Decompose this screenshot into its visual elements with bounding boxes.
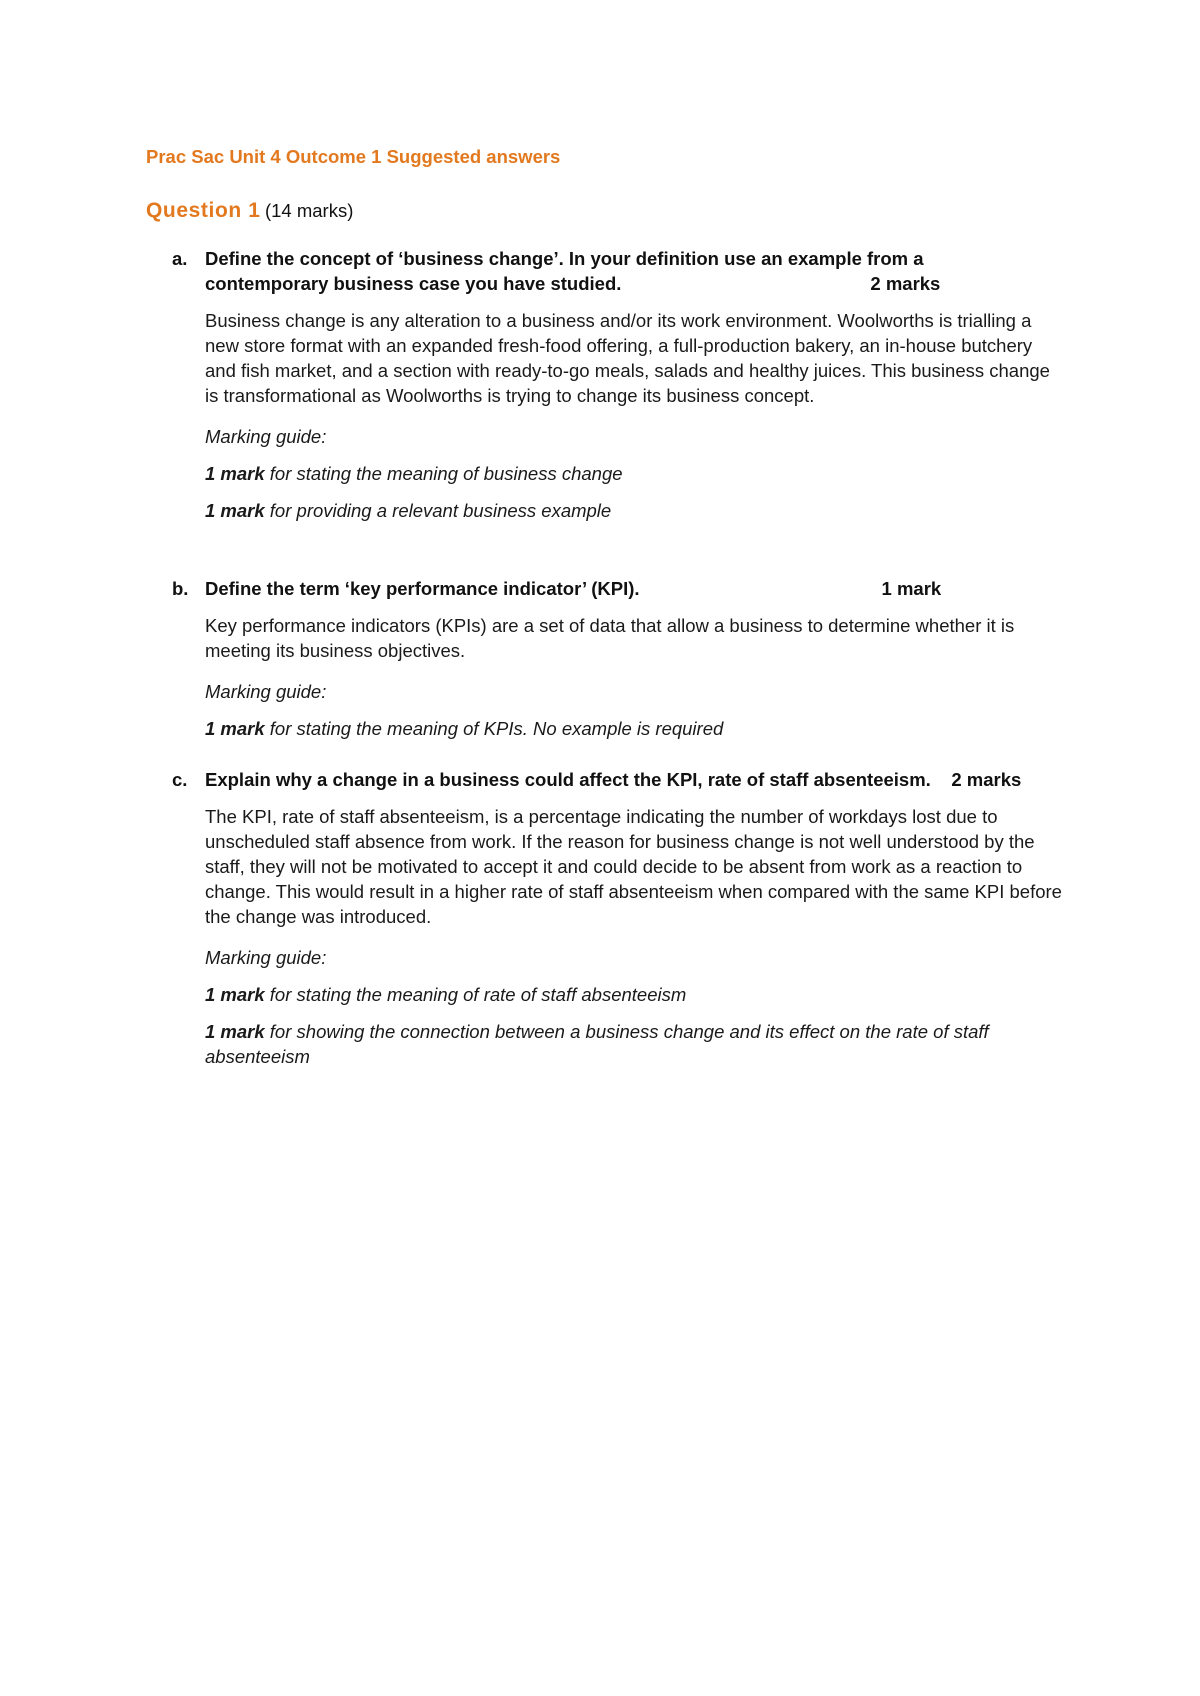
question-heading (146, 198, 353, 226)
part-question-line: Explain why a change in a business could affect the KPI, rate of staff absenteeism. (205, 769, 931, 790)
marking-guide-item: 1 mark for stating the meaning of KPIs. No example is required (205, 718, 724, 739)
marking-guide-item: 1 mark for providing a relevant business example (205, 500, 612, 521)
answer-text: Key performance indicators (KPIs) are a set of data that allow a business to determine whether it is meeting its business objectives. (205, 615, 1015, 661)
marking-guide-title: Marking guide: (205, 947, 327, 968)
marking-guide-title: Marking guide: (205, 426, 327, 447)
part-letter: b. (172, 578, 189, 599)
document-title: Prac Sac Unit 4 Outcome 1 Suggested answers (146, 146, 561, 167)
part-body (205, 246, 1062, 523)
part-body (205, 767, 1062, 1069)
marking-guide-item: 1 mark for stating the meaning of rate of staff absenteeism (205, 984, 687, 1005)
part-letter: a. (172, 248, 188, 269)
marking-guide-item: 1 mark for stating the meaning of business change (205, 463, 623, 484)
question-label: Question 1 (146, 199, 261, 222)
part-question-line: contemporary business case you have studied. (205, 273, 622, 294)
part-marks: 2 marks (870, 273, 941, 294)
part-marks: 2 marks (951, 769, 1022, 790)
part-marks: 1 mark (881, 578, 942, 599)
part-question-line: Define the concept of ‘business change’. In your definition use an example from a (205, 248, 924, 269)
answer-text: The KPI, rate of staff absenteeism, is a percentage indicating the number of workdays lost due to unscheduled staff absence from work. If the reason for business change is not well understood by the staff, they will not be motivated to accept it and could decide to be absent from work as a reaction to change. This would result in a higher rate of staff absenteeism when compared with the same KPI before the change was introduced. (205, 806, 1062, 927)
question-total-marks: (14 marks) (264, 200, 354, 221)
part-question (205, 576, 1062, 601)
part-question (205, 246, 1062, 296)
part-body (205, 576, 1062, 741)
part-question (205, 767, 1062, 792)
answer-text: Business change is any alteration to a business and/or its work environment. Woolworths is trialling a new store format with an expanded fresh-food offering, a full-production bakery, an in-house butchery and fish market, and a section with ready-to-go meals, salads and healthy juices. This business change is transformational as Woolworths is trying to change its business concept. (205, 310, 1050, 406)
part-question-line: Define the term ‘key performance indicator’ (KPI). (205, 578, 640, 599)
marking-guide-item: 1 mark for showing the connection between a business change and its effect on the rate of staff absenteeism (205, 1021, 989, 1067)
part-letter: c. (172, 769, 188, 790)
marking-guide-title: Marking guide: (205, 681, 327, 702)
